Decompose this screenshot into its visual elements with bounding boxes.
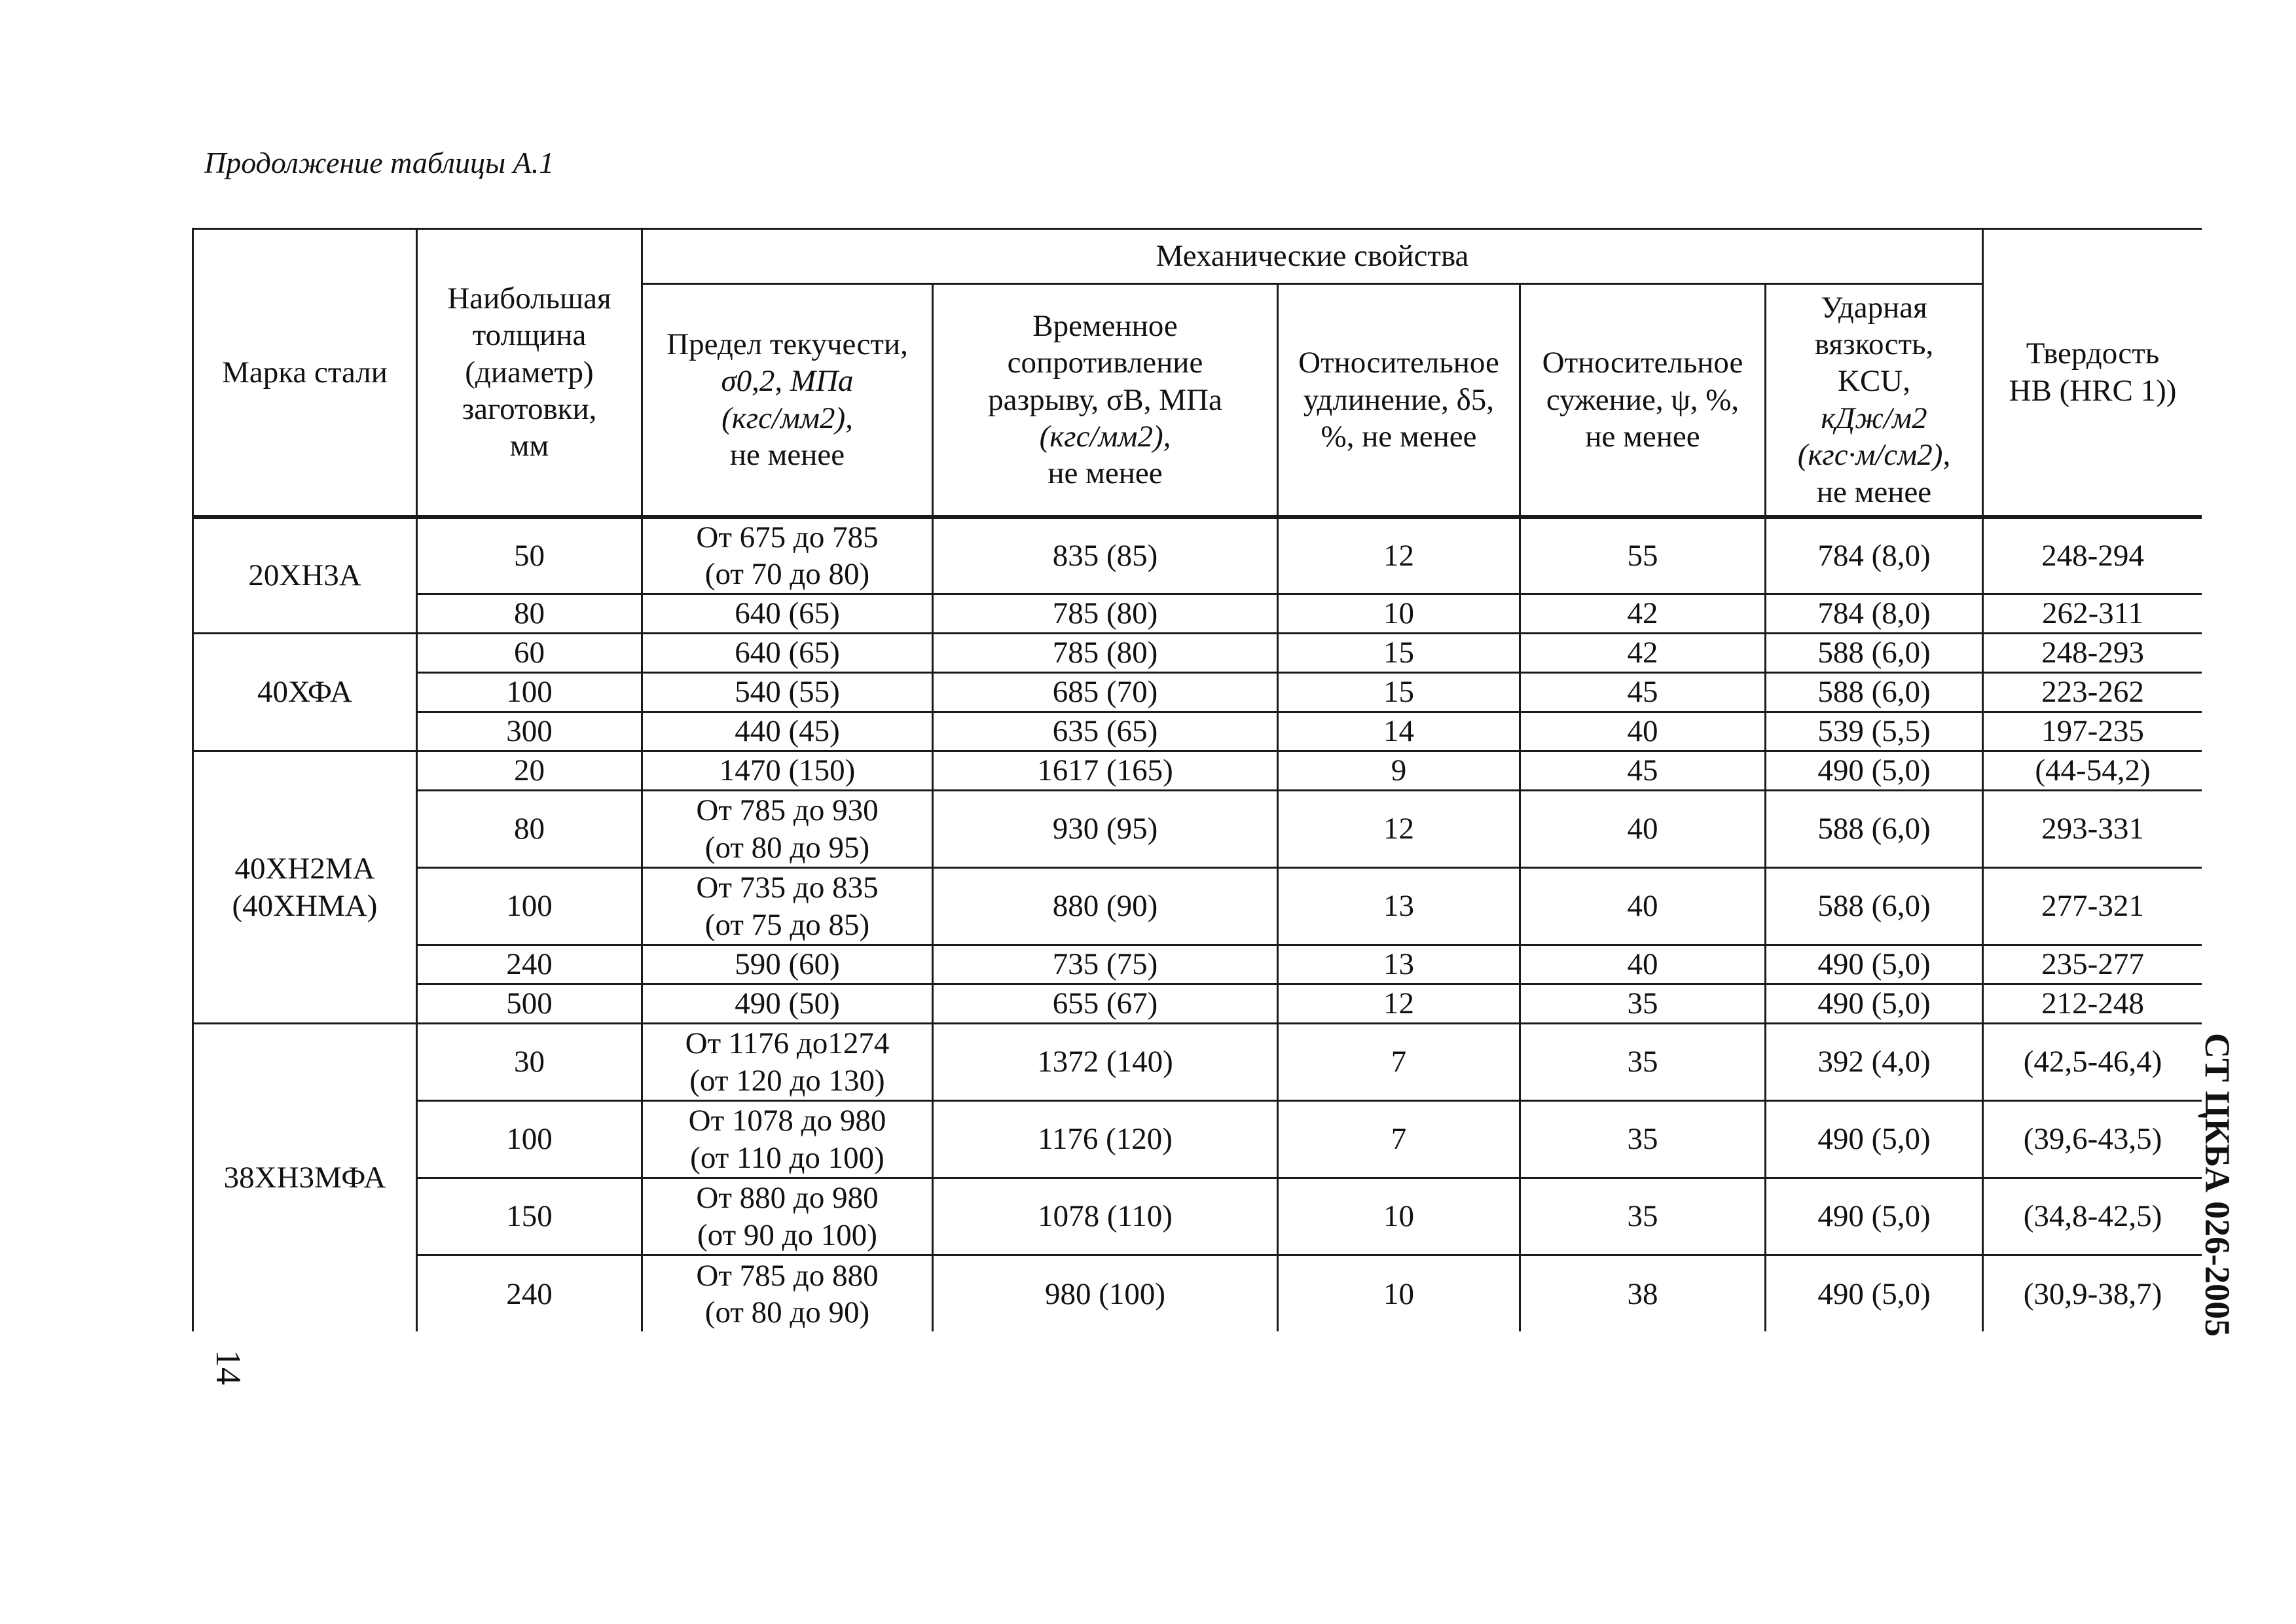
impact-cell: 784 (8,0): [1766, 594, 1983, 634]
impact-cell: 490 (5,0): [1766, 751, 1983, 791]
reduction-cell: 40: [1520, 712, 1766, 751]
page-number: 14: [209, 1350, 248, 1385]
reduction-cell: 35: [1520, 1178, 1766, 1255]
thickness-cell: 240: [417, 1255, 642, 1332]
steel-grade-cell: 40ХН2МА (40ХНМА): [193, 751, 417, 1024]
elongation-cell: 12: [1278, 517, 1520, 594]
table-row: [193, 594, 2202, 634]
impact-cell: 392 (4,0): [1766, 1024, 1983, 1101]
thickness-cell: 240: [417, 945, 642, 984]
header-reduction: Относительное сужение, ψ, %, не менее: [1520, 284, 1766, 517]
reduction-cell: 35: [1520, 1024, 1766, 1101]
yield-cell: От 785 до 930 (от 80 до 95): [642, 791, 933, 868]
tensile-cell: 835 (85): [933, 517, 1278, 594]
elongation-cell: 7: [1278, 1024, 1520, 1101]
steel-grade-cell: 40ХФА: [193, 634, 417, 751]
tensile-cell: 635 (65): [933, 712, 1278, 751]
elongation-cell: 9: [1278, 751, 1520, 791]
reduction-cell: 42: [1520, 594, 1766, 634]
reduction-cell: 35: [1520, 984, 1766, 1024]
hardness-cell: 248-294: [1983, 517, 2202, 594]
yield-cell: От 785 до 880 (от 80 до 90): [642, 1255, 933, 1332]
header-elongation: Относительное удлинение, δ5, %, не менее: [1278, 284, 1520, 517]
thickness-cell: 150: [417, 1178, 642, 1255]
elongation-cell: 12: [1278, 791, 1520, 868]
tensile-cell: 1176 (120): [933, 1101, 1278, 1178]
elongation-cell: 14: [1278, 712, 1520, 751]
reduction-cell: 40: [1520, 945, 1766, 984]
hardness-cell: (42,5-46,4): [1983, 1024, 2202, 1101]
yield-cell: 640 (65): [642, 634, 933, 673]
impact-cell: 588 (6,0): [1766, 791, 1983, 868]
impact-cell: 588 (6,0): [1766, 634, 1983, 673]
impact-cell: 490 (5,0): [1766, 1101, 1983, 1178]
thickness-cell: 100: [417, 673, 642, 712]
tensile-cell: 930 (95): [933, 791, 1278, 868]
table-row: [193, 1024, 2202, 1101]
table-row: [193, 945, 2202, 984]
tensile-cell: 880 (90): [933, 868, 1278, 945]
hardness-cell: (30,9-38,7): [1983, 1255, 2202, 1332]
header-tensile-strength: Временное сопротивление разрыву, σВ, МПа (кгс/мм2), не менее: [933, 284, 1278, 517]
yield-cell: 490 (50): [642, 984, 933, 1024]
tensile-cell: 1372 (140): [933, 1024, 1278, 1101]
thickness-cell: 80: [417, 594, 642, 634]
table-row: [193, 712, 2202, 751]
tensile-cell: 735 (75): [933, 945, 1278, 984]
tensile-cell: 1078 (110): [933, 1178, 1278, 1255]
impact-cell: 490 (5,0): [1766, 945, 1983, 984]
table-row: [193, 868, 2202, 945]
impact-cell: 539 (5,5): [1766, 712, 1983, 751]
thickness-cell: 100: [417, 868, 642, 945]
hardness-cell: 197-235: [1983, 712, 2202, 751]
reduction-cell: 42: [1520, 634, 1766, 673]
header-hardness: Твердость НВ (HRC 1)): [1983, 229, 2202, 517]
thickness-cell: 300: [417, 712, 642, 751]
reduction-cell: 35: [1520, 1101, 1766, 1178]
table-caption: Продолжение таблицы А.1: [204, 146, 555, 179]
header-yield-strength: Предел текучести, σ0,2, МПа (кгс/мм2), не менее: [642, 284, 933, 517]
hardness-cell: (44-54,2): [1983, 751, 2202, 791]
table-row: [193, 751, 2202, 791]
steel-grade-cell: 38ХН3МФА: [193, 1024, 417, 1332]
yield-cell: От 735 до 835 (от 75 до 85): [642, 868, 933, 945]
thickness-cell: 500: [417, 984, 642, 1024]
table-row: [193, 634, 2202, 673]
header-thickness: Наибольшая толщина (диаметр) заготовки, мм: [417, 229, 642, 517]
impact-cell: 490 (5,0): [1766, 984, 1983, 1024]
hardness-cell: 212-248: [1983, 984, 2202, 1024]
tensile-cell: 980 (100): [933, 1255, 1278, 1332]
yield-cell: 640 (65): [642, 594, 933, 634]
thickness-cell: 100: [417, 1101, 642, 1178]
yield-cell: 590 (60): [642, 945, 933, 984]
yield-cell: 440 (45): [642, 712, 933, 751]
mechanical-properties-table: [192, 228, 2202, 1331]
table-row: [193, 673, 2202, 712]
reduction-cell: 45: [1520, 751, 1766, 791]
yield-cell: От 880 до 980 (от 90 до 100): [642, 1178, 933, 1255]
elongation-cell: 10: [1278, 1255, 1520, 1332]
impact-cell: 588 (6,0): [1766, 868, 1983, 945]
elongation-cell: 7: [1278, 1101, 1520, 1178]
elongation-cell: 10: [1278, 1178, 1520, 1255]
table-row: [193, 1178, 2202, 1255]
hardness-cell: 248-293: [1983, 634, 2202, 673]
impact-cell: 490 (5,0): [1766, 1178, 1983, 1255]
elongation-cell: 13: [1278, 868, 1520, 945]
tensile-cell: 655 (67): [933, 984, 1278, 1024]
steel-grade-cell: 20ХН3А: [193, 517, 417, 634]
tensile-cell: 1617 (165): [933, 751, 1278, 791]
reduction-cell: 55: [1520, 517, 1766, 594]
table-row: [193, 1101, 2202, 1178]
impact-cell: 588 (6,0): [1766, 673, 1983, 712]
hardness-cell: 277-321: [1983, 868, 2202, 945]
header-mechanical-properties: Механические свойства: [642, 229, 1983, 284]
reduction-cell: 45: [1520, 673, 1766, 712]
hardness-cell: 235-277: [1983, 945, 2202, 984]
thickness-cell: 50: [417, 517, 642, 594]
header-steel-grade: Марка стали: [193, 229, 417, 517]
tensile-cell: 785 (80): [933, 594, 1278, 634]
yield-cell: От 675 до 785 (от 70 до 80): [642, 517, 933, 594]
impact-cell: 784 (8,0): [1766, 517, 1983, 594]
table-body: [193, 517, 2202, 1332]
hardness-cell: 262-311: [1983, 594, 2202, 634]
hardness-cell: (39,6-43,5): [1983, 1101, 2202, 1178]
tensile-cell: 785 (80): [933, 634, 1278, 673]
table-row: [193, 984, 2202, 1024]
elongation-cell: 15: [1278, 673, 1520, 712]
header-impact-strength: Ударная вязкость, KCU, кДж/м2 (кгс·м/см2), не менее: [1766, 284, 1983, 517]
hardness-cell: (34,8-42,5): [1983, 1178, 2202, 1255]
elongation-cell: 12: [1278, 984, 1520, 1024]
reduction-cell: 40: [1520, 868, 1766, 945]
yield-cell: 540 (55): [642, 673, 933, 712]
thickness-cell: 80: [417, 791, 642, 868]
elongation-cell: 10: [1278, 594, 1520, 634]
thickness-cell: 30: [417, 1024, 642, 1101]
hardness-cell: 293-331: [1983, 791, 2202, 868]
hardness-cell: 223-262: [1983, 673, 2202, 712]
table-row: [193, 517, 2202, 594]
table-row: [193, 1255, 2202, 1332]
elongation-cell: 13: [1278, 945, 1520, 984]
impact-cell: 490 (5,0): [1766, 1255, 1983, 1332]
yield-cell: От 1176 до1274 (от 120 до 130): [642, 1024, 933, 1101]
thickness-cell: 60: [417, 634, 642, 673]
reduction-cell: 40: [1520, 791, 1766, 868]
document-code: СТ ЦКБА 026-2005: [2198, 1033, 2237, 1337]
reduction-cell: 38: [1520, 1255, 1766, 1332]
yield-cell: От 1078 до 980 (от 110 до 100): [642, 1101, 933, 1178]
properties-table-container: [192, 228, 2202, 1331]
thickness-cell: 20: [417, 751, 642, 791]
tensile-cell: 685 (70): [933, 673, 1278, 712]
table-row: [193, 791, 2202, 868]
elongation-cell: 15: [1278, 634, 1520, 673]
yield-cell: 1470 (150): [642, 751, 933, 791]
